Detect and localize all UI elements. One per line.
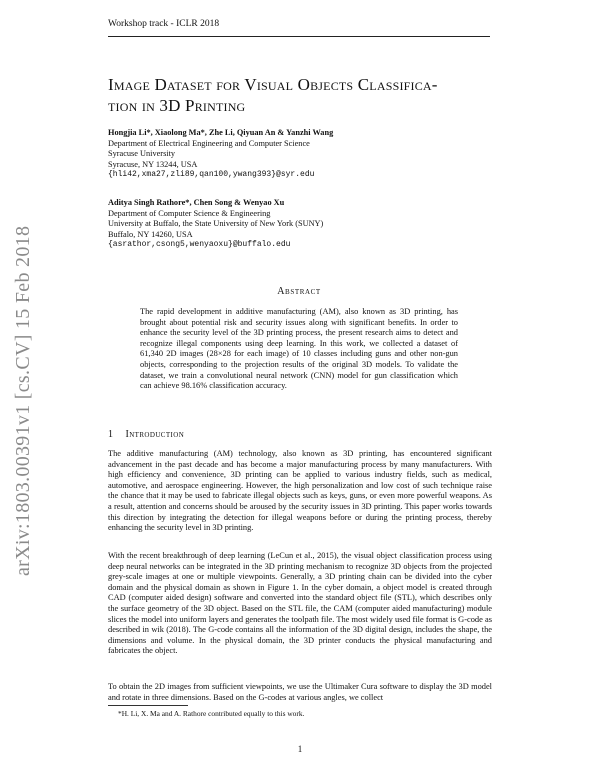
author-names: Hongjia Li*, Xiaolong Ma*, Zhe Li, Qiyuan An & Yanzhi Wang [108,128,334,137]
author-emails[interactable]: {hli42,xma27,zli89,qan100,ywang393}@syr.edu [108,170,315,180]
section-number: 1 [108,429,113,440]
footnote: *H. Li, X. Ma and A. Rathore contributed equally to this work. [118,709,305,718]
affiliation-line: Department of Computer Science & Engineering [108,208,271,218]
page-number: 1 [297,744,303,754]
title-line-2: tion in 3D Printing [108,96,246,115]
abstract-text: The rapid development in additive manufacturing (AM), also known as 3D printing, has brought about potential risk and security issues along with significant benefits. In order to enhance the security level of the 3D printing process, the present research aims to detect and recognize illegal components using deep learning. In this work, we collected a dataset of 61,340 2D images (28×28 for each image) of 10 classes including guns and other non-gun objects, corresponding to the projection results of the original 3D models. To validate the dataset, we train a convolutional neural network (CNN) model for gun classification which can achieve 98.16% classification accuracy. [140,307,458,391]
section-title: Introduction [125,429,185,440]
venue-header: Workshop track - ICLR 2018 [108,19,220,29]
abstract-heading: Abstract [277,286,321,297]
affiliation-line: Syracuse, NY 13244, USA [108,159,198,169]
intro-paragraph-2: With the recent breakthrough of deep learning (LeCun et al., 2015), the visual object classification process using deep neural networks can be integrated in the 3D printing mechanism to recognize 3D objects from the projected grey-scale images at one or multiple viewpoints. Generally, a 3D printing chain can be divided into the cyber domain and the physical domain as shown in Figure 1. In the cyber domain, a object model is created through CAD (computer aided design) software and converted into the standard object file (STL), which describes only the surface geometry of the 3D object. Based on the STL file, the CAM (computer aided manufacturing) module slices the model into uniform layers and generates the toolpath file. The most widely used file format is G-code as described in wik (2018). The G-code contains all the information of the 3D digital design, includes the shape, the dimensions and volume. In the physical domain, the 3D printer conducts the physical manufacturing and fabricates the object. [108,551,492,656]
author-names: Aditya Singh Rathore*, Chen Song & Wenyao Xu [108,198,285,207]
header-rule [108,36,490,37]
footnote-rule [108,705,188,706]
affiliation-line: Department of Electrical Engineering and Computer Science [108,138,310,148]
intro-paragraph-3: To obtain the 2D images from sufficient viewpoints, we use the Ultimaker Cura software to display the 3D model and rotate in three dimensions. Based on the G-codes at various angles, we collect [108,682,492,702]
author-block-syracuse [108,128,333,181]
section-heading [108,429,184,440]
title-line-1: Image Dataset for Visual Objects Classifica- [108,75,438,94]
arxiv-id-label[interactable]: arXiv:1803.00391v1 [cs.CV] 15 Feb 2018 [12,225,34,576]
paper-title [108,74,498,116]
author-block-buffalo [108,198,323,251]
affiliation-line: Syracuse University [108,149,176,159]
affiliation-line: Buffalo, NY 14260, USA [108,229,193,239]
affiliation-line: University at Buffalo, the State University of New York (SUNY) [108,219,324,229]
intro-paragraph-1: The additive manufacturing (AM) technology, also known as 3D printing, has encountered significant advancement in the past decade and has become a major manufacturing process by many manufacturers. With high efficiency and convenience, 3D printing can be applied to various industry fields, such as medical, automotive, and aerospace engineering. However, the high personalization and low cost of such technique raise the chance that it may be used to fabricate illegal objects such as keys, guns, or even more powerful weapons. As a result, attention and concerns should be aroused by the security issues in 3D printing. This paper works towards this direction by integrating the detection for illegal weapons before or during the printing process, thereby enhancing the security level in 3D printing. [108,449,492,533]
author-emails[interactable]: {asrathor,csong5,wenyaoxu}@buffalo.edu [108,240,291,250]
